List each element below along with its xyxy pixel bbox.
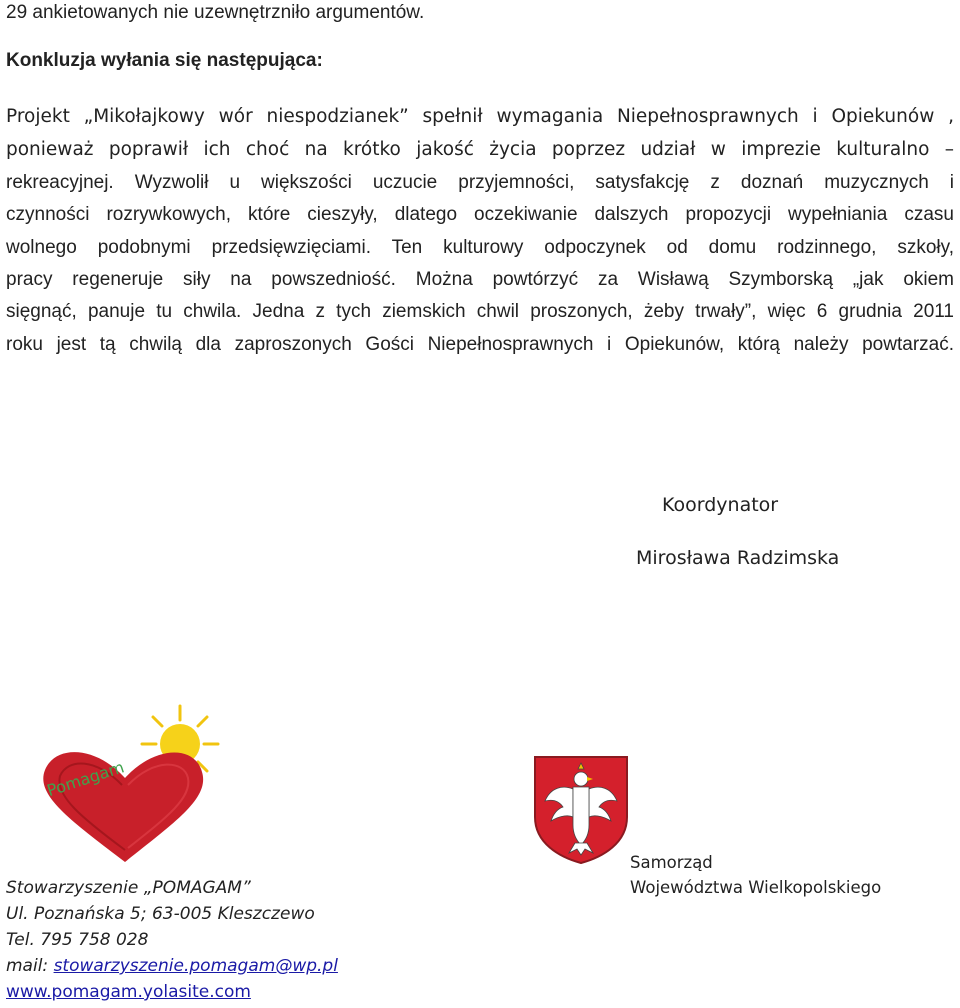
wielkopolska-crest xyxy=(533,755,629,865)
samorzad-line-1: Samorząd xyxy=(630,853,713,872)
text-line-6: czynności rozrywkowych, które cieszyły, dlatego oczekiwanie dalszych propozycji wypełniania czasu xyxy=(6,204,954,225)
contact-www-row xyxy=(6,980,251,1004)
contact-mail-row xyxy=(6,954,338,978)
eagle-crest-icon xyxy=(533,755,629,865)
samorzad-line-2: Województwa Wielkopolskiego xyxy=(630,878,882,897)
text-line-1: 29 ankietowanych nie uzewnętrzniło argumentów. xyxy=(6,2,425,23)
contact-address: Ul. Poznańska 5; 63-005 Kleszczewo xyxy=(6,904,315,924)
text-line-7: wolnego podobnymi przedsięwzięciami. Ten kulturowy odpoczynek od domu rodzinnego, szkoły, xyxy=(6,237,954,258)
heart-sun-icon xyxy=(30,700,230,870)
contact-org: Stowarzyszenie „POMAGAM” xyxy=(6,878,251,898)
contact-mail-label: mail: xyxy=(6,956,54,976)
text-line-10: roku jest tą chwilą dla zaproszonych Gości Niepełnosprawnych i Opiekunów, którą należy powtarzać. xyxy=(6,334,954,355)
text-line-5: rekreacyjnej. Wyzwolił u większości uczucie przyjemności, satysfakcję z doznań muzycznych i xyxy=(6,172,954,193)
text-line-3: Projekt „Mikołajkowy wór niespodzianek” spełnił wymagania Niepełnosprawnych i Opiekunów , xyxy=(6,106,954,127)
text-line-9: sięgnąć, panuje tu chwila. Jedna z tych ziemskich chwil proszonych, żeby trwały”, więc 6 grudnia 2011 xyxy=(6,301,954,322)
contact-mail-link[interactable]: stowarzyszenie.pomagam@wp.pl xyxy=(53,956,338,976)
text-line-4: ponieważ poprawił ich choć na krótko jakość życia poprzez udział w imprezie kulturalno – xyxy=(6,139,954,160)
contact-www-link[interactable]: www.pomagam.yolasite.com xyxy=(6,982,251,1002)
conclusion-heading: Konkluzja wyłania się następująca: xyxy=(6,50,323,71)
contact-phone: Tel. 795 758 028 xyxy=(6,930,149,950)
coordinator-role: Koordynator xyxy=(662,494,779,516)
text-line-8: pracy regeneruje siły na powszedniość. Można powtórzyć za Wisławą Szymborską „jak okiem xyxy=(6,269,954,290)
pomagam-logo-text: Pomagam xyxy=(44,757,127,801)
coordinator-name: Mirosława Radzimska xyxy=(636,547,840,569)
pomagam-logo xyxy=(30,700,230,870)
